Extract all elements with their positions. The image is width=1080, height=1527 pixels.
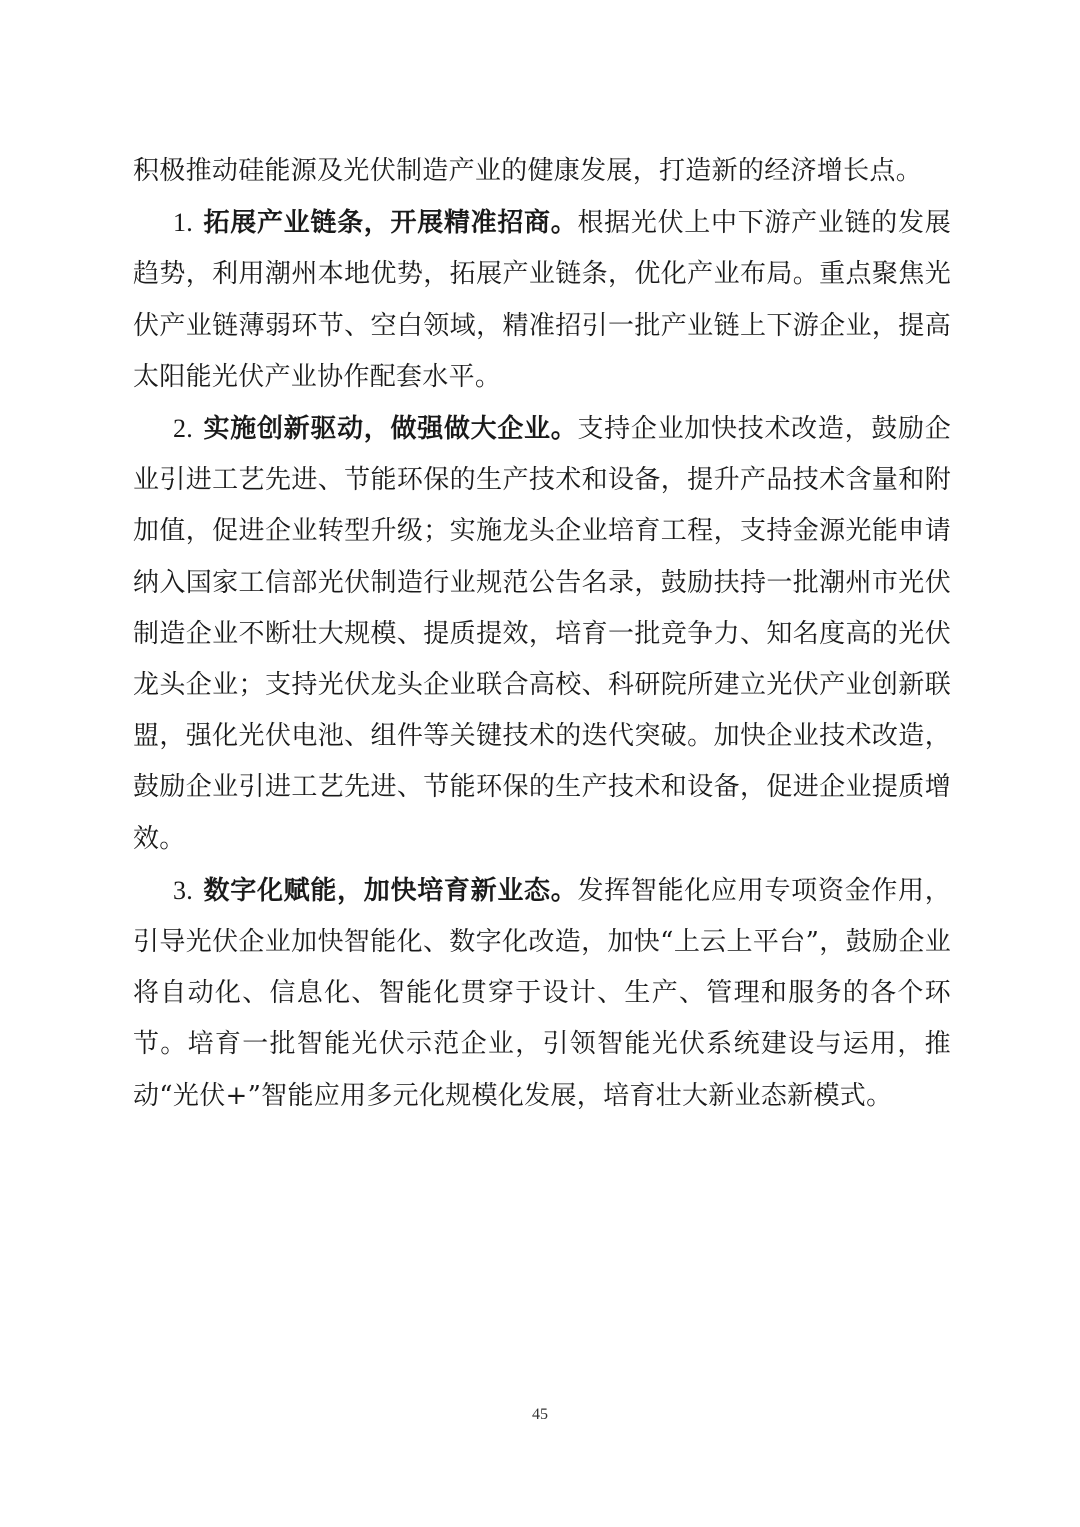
page-number: 45: [532, 1406, 548, 1423]
list-item-2: [133, 403, 951, 865]
item-text: 发挥智能化应用专项资金作用，引导光伏企业加快智能化、数字化改造，加快“上云上平台”，鼓励企业将自动化、信息化、智能化贯穿于设计、生产、管理和服务的各个环节。培育一批智能光伏示范企业，引领智能光伏系统建设与运用，推动“光伏+”智能应用多元化规模化发展，培育壮大新业态新模式。: [133, 875, 952, 1111]
item-heading: 实施创新驱动，做强做大企业。: [203, 414, 578, 445]
item-number: 1.: [173, 208, 194, 238]
item-text: 根据光伏上中下游产业链的发展趋势，利用潮州本地优势，拓展产业链条，优化产业布局。重点聚焦光伏产业链薄弱环节、空白领域，精准招引一批产业链上下游企业，提高太阳能光伏产业协作配套水平。: [133, 208, 952, 392]
item-number: 3.: [173, 875, 194, 905]
item-heading: 拓展产业链条，开展精准招商。: [203, 208, 578, 239]
item-number: 2.: [173, 414, 194, 444]
item-heading: 数字化赋能，加快培育新业态。: [203, 875, 578, 906]
list-item-3: [133, 865, 951, 1122]
item-text: 支持企业加快技术改造，鼓励企业引进工艺先进、节能环保的生产技术和设备，提升产品技术含量和附加值，促进企业转型升级；实施龙头企业培育工程，支持金源光能申请纳入国家工信部光伏制造行业规范公告名录，鼓励扶持一批潮州市光伏制造企业不断壮大规模、提质提效，培育一批竞争力、知名度高的光伏龙头企业；支持光伏龙头企业联合高校、科研院所建立光伏产业创新联盟，强化光伏电池、组件等关键技术的迭代突破。加快企业技术改造，鼓励企业引进工艺先进、节能环保的生产技术和设备，促进企业提质增效。: [133, 414, 952, 854]
body-text: [133, 146, 951, 1122]
continuation-paragraph: 积极推动硅能源及光伏制造产业的健康发展，打造新的经济增长点。: [133, 156, 923, 186]
list-item-1: [133, 197, 951, 403]
